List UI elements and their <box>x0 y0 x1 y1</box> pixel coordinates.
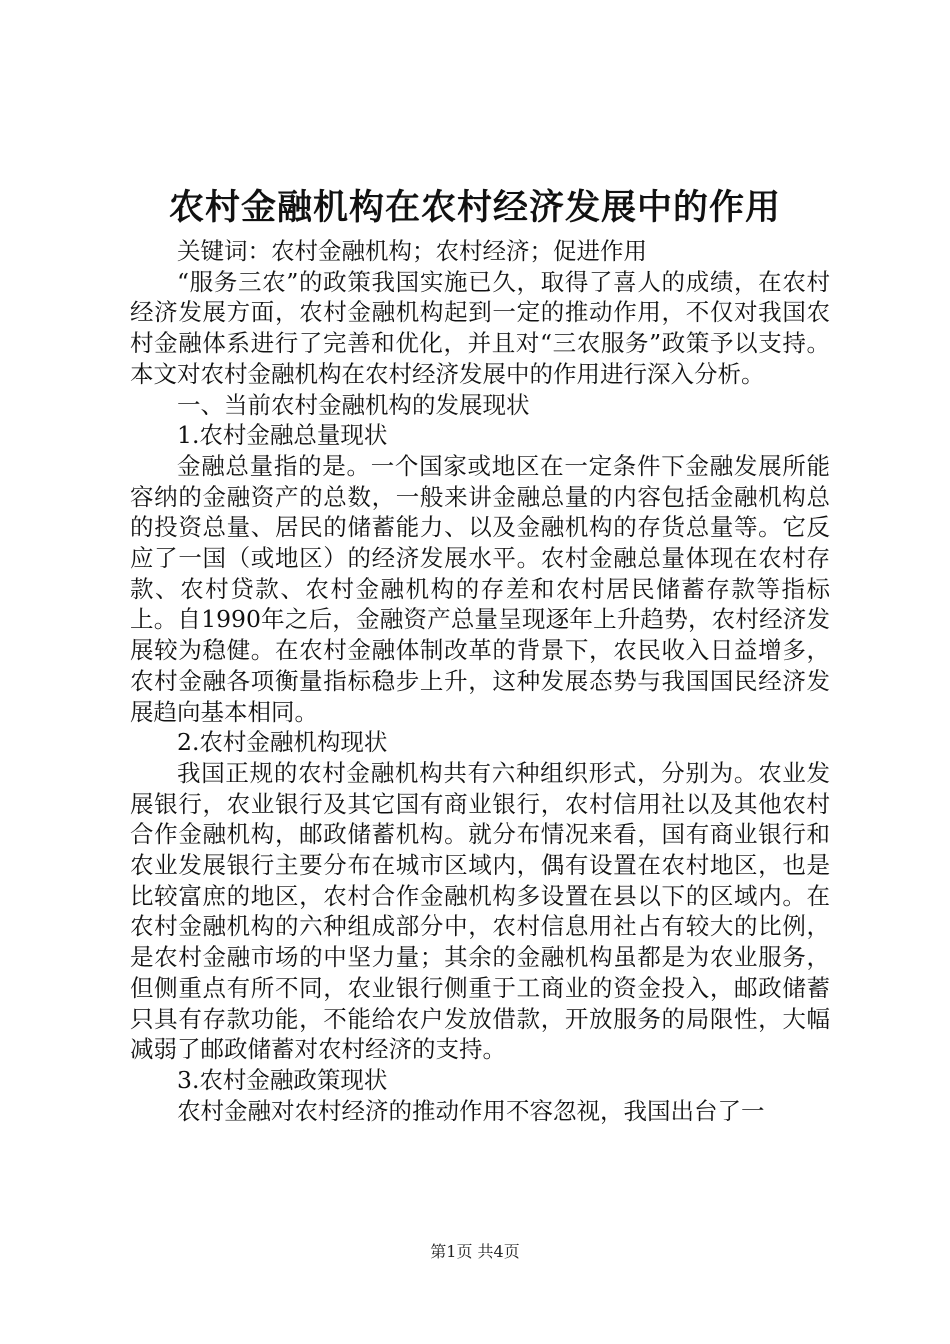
document-body <box>130 236 830 1126</box>
paragraph-financial-total: 金融总量指的是。一个国家或地区在一定条件下金融发展所能容纳的金融资产的总数，一般来讲金融总量的内容包括金融机构总的投资总量、居民的储蓄能力、以及金融机构的存货总量等。它反应了一国（或地区）的经济发展水平。农村金融总量体现在农村存款、农村贷款、农村金融机构的存差和农村居民储蓄存款等指标上。自1990年之后，金融资产总量呈现逐年上升趋势，农村经济发展较为稳健。在农村金融体制改革的背景下，农民收入日益增多，农村金融各项衡量指标稳步上升，这种发展态势与我国国民经济发展趋向基本相同。 <box>130 451 830 726</box>
paragraph-financial-institutions: 我国正规的农村金融机构共有六种组织形式，分别为。农业发展银行，农业银行及其它国有商业银行，农村信用社以及其他农村合作金融机构，邮政储蓄机构。就分布情况来看，国有商业银行和农业发展银行主要分布在城市区域内，偶有设置在农村地区，也是比较富庶的地区，农村合作金融机构多设置在县以下的区域内。在农村金融机构的六种组成部分中，农村信息用社占有较大的比例，是农村金融市场的中坚力量；其余的金融机构虽都是为农业服务，但侧重点有所不同，农业银行侧重于工商业的资金投入，邮政储蓄只具有存款功能，不能给农户发放借款，开放服务的局限性，大幅减弱了邮政储蓄对农村经济的支持。 <box>130 758 830 1064</box>
paragraph-financial-policy: 农村金融对农村经济的推动作用不容忽视，我国出台了一 <box>177 1096 765 1125</box>
section-heading-1: 一、当前农村金融机构的发展现状 <box>177 390 530 419</box>
subsection-heading-3: 3.农村金融政策现状 <box>177 1065 388 1094</box>
keywords-line: 关键词：农村金融机构；农村经济；促进作用 <box>177 237 647 265</box>
document-title: 农村金融机构在农村经济发展中的作用 <box>168 187 781 228</box>
subsection-heading-1: 1.农村金融总量现状 <box>177 421 388 450</box>
intro-paragraph: “服务三农”的政策我国实施已久，取得了喜人的成绩，在农村经济发展方面，农村金融机构起到一定的推动作用，不仅对我国农村金融体系进行了完善和优化，并且对“三农服务”政策予以支持。本文对农村金融机构在农村经济发展中的作用进行深入分析。 <box>130 267 830 388</box>
subsection-heading-2: 2.农村金融机构现状 <box>177 728 388 757</box>
page-number-footer: 第1页 共4页 <box>430 1242 520 1261</box>
